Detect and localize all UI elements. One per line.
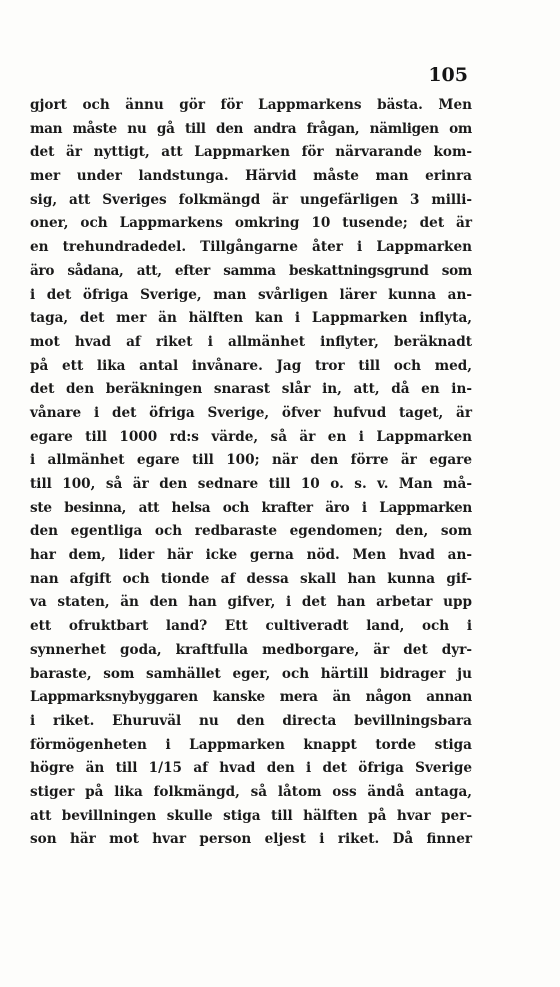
text-line: gjort och ännu gör för Lappmarkens bästa. Men xyxy=(30,97,472,113)
text-line: synnerhet goda, kraftfulla medborgare, är det dyr- xyxy=(30,641,472,658)
text-line: det den beräkningen snarast slår in, att, då en in- xyxy=(30,381,472,398)
text-line: ste besinna, att helsa och krafter äro i Lappmarken xyxy=(30,499,472,516)
text-line: son här mot hvar person eljest i riket. Då finner xyxy=(30,831,472,848)
text-line: nan afgift och tionde af dessa skall han kunna gif- xyxy=(30,570,472,587)
text-line: det är nyttigt, att Lappmarken för närvarande kom- xyxy=(30,144,472,161)
text-line: äro sådana, att, efter samma beskattningsgrund som xyxy=(30,262,472,279)
text-line: i riket. Ehuruväl nu den directa bevillningsbara xyxy=(30,712,472,729)
text-line: va staten, än den han gifver, i det han arbetar upp xyxy=(30,594,472,611)
text-line: till 100, så är den sednare till 10 o. s. v. Man må- xyxy=(30,476,472,492)
text-line: på ett lika antal invånare. Jag tror till och med, xyxy=(30,357,472,374)
text-line: egare till 1000 rd:s värde, så är en i Lappmarken xyxy=(30,428,472,445)
text-line: mot hvad af riket i allmänhet inflyter, beräknadt xyxy=(30,333,472,350)
text-line: baraste, som samhället eger, och härtill bidrager ju xyxy=(30,665,472,682)
body-text xyxy=(30,94,472,852)
text-line: oner, och Lappmarkens omkring 10 tusende; det är xyxy=(30,215,472,232)
text-line: Lappmarksnybyggaren kanske mera än någon annan xyxy=(30,689,472,706)
text-line: ett ofruktbart land? Ett cultiveradt land, och i xyxy=(30,618,472,635)
text-line: att bevillningen skulle stiga till hälften på hvar per- xyxy=(30,807,472,824)
text-line: vånare i det öfriga Sverige, öfver hufvud taget, är xyxy=(30,404,472,421)
text-line: har dem, lider här icke gerna nöd. Men hvad an- xyxy=(30,547,472,564)
text-line: sig, att Sveriges folkmängd är ungefärligen 3 milli- xyxy=(30,191,472,208)
text-line: högre än till 1/15 af hvad den i det öfriga Sverige xyxy=(30,760,472,777)
page-number: 105 xyxy=(428,64,468,86)
text-line: mer under landstunga. Härvid måste man erinra xyxy=(30,168,472,185)
text-line: förmögenheten i Lappmarken knappt torde stiga xyxy=(30,736,472,753)
text-line: i det öfriga Sverige, man svårligen lärer kunna an- xyxy=(30,286,472,303)
text-line: man måste nu gå till den andra frågan, nämligen om xyxy=(30,120,472,137)
text-line: den egentliga och redbaraste egendomen; den, som xyxy=(30,523,472,540)
text-line: en trehundradedel. Tillgångarne åter i Lappmarken xyxy=(30,239,472,256)
text-line: taga, det mer än hälften kan i Lappmarken inflyta, xyxy=(30,310,472,327)
text-line: stiger på lika folkmängd, så låtom oss ändå antaga, xyxy=(30,783,472,800)
text-line: i allmänhet egare till 100; när den förre är egare xyxy=(30,452,472,469)
